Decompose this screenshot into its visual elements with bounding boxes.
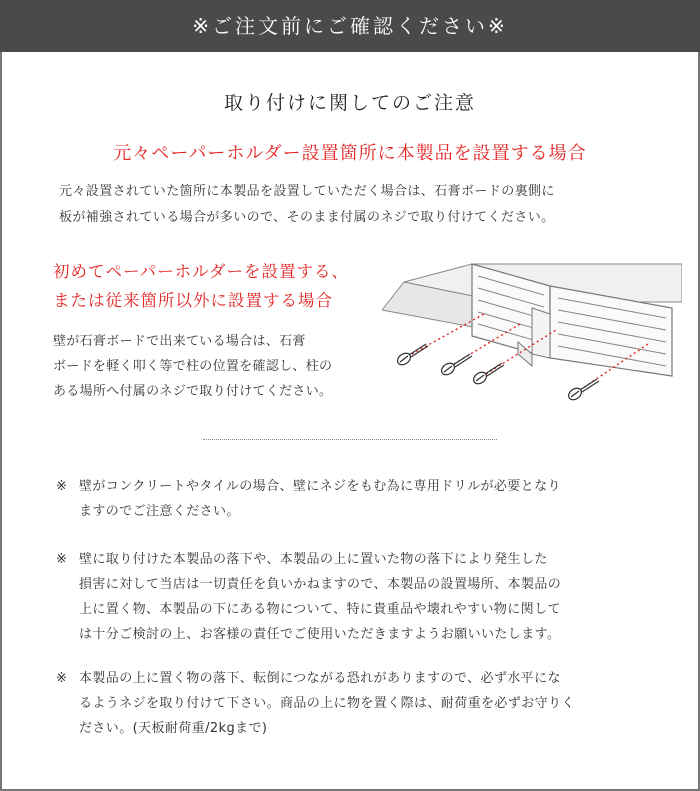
note-line: ださい。(天板耐荷重/2kgまで) bbox=[79, 721, 268, 736]
case2-line: ボードを軽く叩く等で柱の位置を確認し、柱の bbox=[53, 359, 333, 374]
case2-text bbox=[53, 329, 373, 404]
note-item bbox=[56, 666, 656, 741]
case1-heading: 元々ペーパーホルダー設置箇所に本製品を設置する場合 bbox=[113, 143, 587, 164]
note-line: 本製品の上に置く物の落下、転倒につながる恐れがありますので、必ず水平にな bbox=[79, 671, 561, 686]
note-text bbox=[79, 474, 656, 524]
case1-line: 板が補強されている場合が多いので、そのまま付属のネジで取り付けてください。 bbox=[59, 210, 555, 225]
case1-line: 元々設置されていた箇所に本製品を設置していただく場合は、石膏ボードの裏側に bbox=[59, 184, 555, 199]
case2-heading bbox=[53, 257, 349, 315]
note-line: 壁に取り付けた本製品の落下や、本製品の上に置いた物の落下により発生した bbox=[79, 552, 548, 567]
case1-text bbox=[59, 179, 659, 231]
section-title: 取り付けに関してのご注意 bbox=[223, 92, 476, 114]
case2-heading-line: 初めてペーパーホルダーを設置する、 bbox=[53, 262, 350, 281]
note-line: ますのでご注意ください。 bbox=[79, 504, 240, 519]
note-line: は十分ご検討の上、お客様の責任でご使用いただきますようお願いいたします。 bbox=[79, 627, 561, 642]
note-item bbox=[56, 474, 656, 524]
note-item bbox=[56, 547, 656, 647]
case2-line: 壁が石膏ボードで出来ている場合は、石膏 bbox=[53, 334, 306, 349]
note-mark: ※ bbox=[56, 671, 68, 686]
case2-heading-line: または従来箇所以外に設置する場合 bbox=[53, 291, 333, 310]
note-mark: ※ bbox=[56, 552, 68, 567]
case2-line: ある場所へ付属のネジで取り付けてください。 bbox=[53, 384, 333, 399]
note-line: 壁がコンクリートやタイルの場合、壁にネジをもむ為に専用ドリルが必要となり bbox=[79, 479, 561, 494]
note-text bbox=[79, 547, 656, 647]
note-line: 上に置く物、本製品の下にある物について、特に貴重品や壊れやすい物に関して bbox=[79, 602, 561, 617]
note-line: るようネジを取り付けて下さい。商品の上に物を置く際は、耐荷重を必ずお守りく bbox=[79, 696, 575, 711]
note-text bbox=[79, 666, 656, 741]
note-mark: ※ bbox=[56, 479, 68, 494]
dotted-divider bbox=[203, 439, 497, 440]
header-banner: ※ご注文前にご確認ください※ bbox=[0, 0, 700, 52]
shelf-mounting-screws-icon bbox=[382, 258, 682, 412]
note-line: 損害に対して当店は一切責任を負いかねますので、本製品の設置場所、本製品の bbox=[79, 577, 562, 592]
